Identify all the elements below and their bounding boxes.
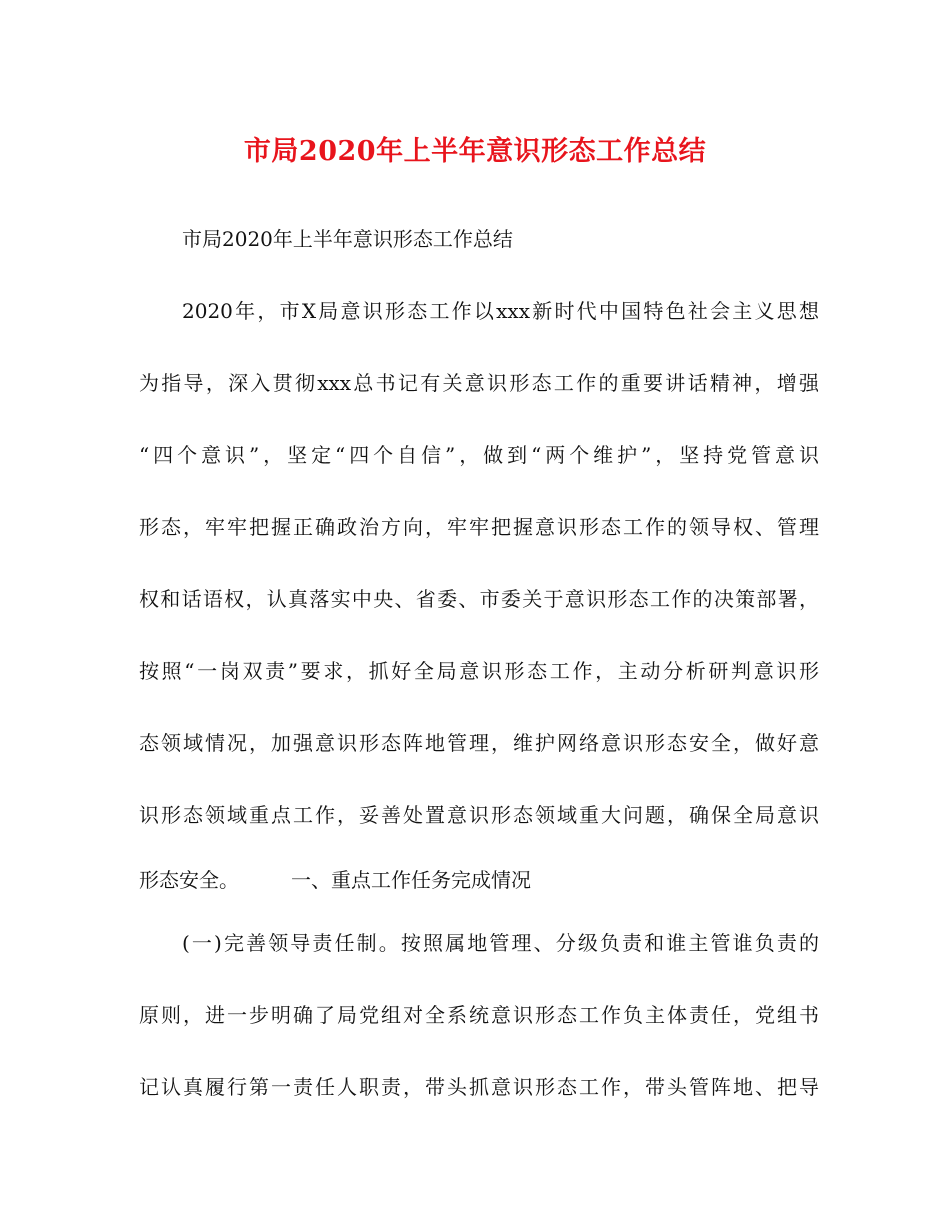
paragraph-closing-text: 形态安全。 [139, 868, 239, 892]
paragraph-line-6: 按照“一岗双责”要求，抓好全局意识形态工作，主动分析研判意识形 [139, 659, 819, 683]
paragraph-line-8: 识形态领域重点工作，妥善处置意识形态领域重大问题，确保全局意识 [139, 803, 819, 827]
section-line-3: 记认真履行第一责任人职责，带头抓意识形态工作，带头管阵地、把导 [139, 1075, 819, 1099]
document-title: 市局2020年上半年意识形态工作总结 [243, 136, 707, 167]
paragraph-line-1: 2020年，市X局意识形态工作以xxx新时代中国特色社会主义思想 [182, 299, 819, 323]
section-heading: 一、重点工作任务完成情况 [291, 868, 531, 892]
document-subtitle: 市局2020年上半年意识形态工作总结 [182, 227, 513, 251]
section-line-1: (一)完善领导责任制。按照属地管理、分级负责和谁主管谁负责的 [182, 931, 819, 955]
paragraph-closing-line [139, 865, 819, 895]
section-line-2: 原则，进一步明确了局党组对全系统意识形态工作负主体责任，党组书 [139, 1003, 819, 1027]
paragraph-line-3: “四个意识”，坚定“四个自信”，做到“两个维护”，坚持党管意识 [139, 443, 819, 467]
paragraph-line-2: 为指导，深入贯彻xxx总书记有关意识形态工作的重要讲话精神，增强 [139, 371, 819, 395]
paragraph-line-7: 态领域情况，加强意识形态阵地管理，维护网络意识形态安全，做好意 [139, 731, 819, 755]
paragraph-line-4: 形态，牢牢把握正确政治方向，牢牢把握意识形态工作的领导权、管理 [139, 515, 819, 539]
paragraph-line-5: 权和话语权，认真落实中央、省委、市委关于意识形态工作的决策部署， [139, 587, 819, 611]
